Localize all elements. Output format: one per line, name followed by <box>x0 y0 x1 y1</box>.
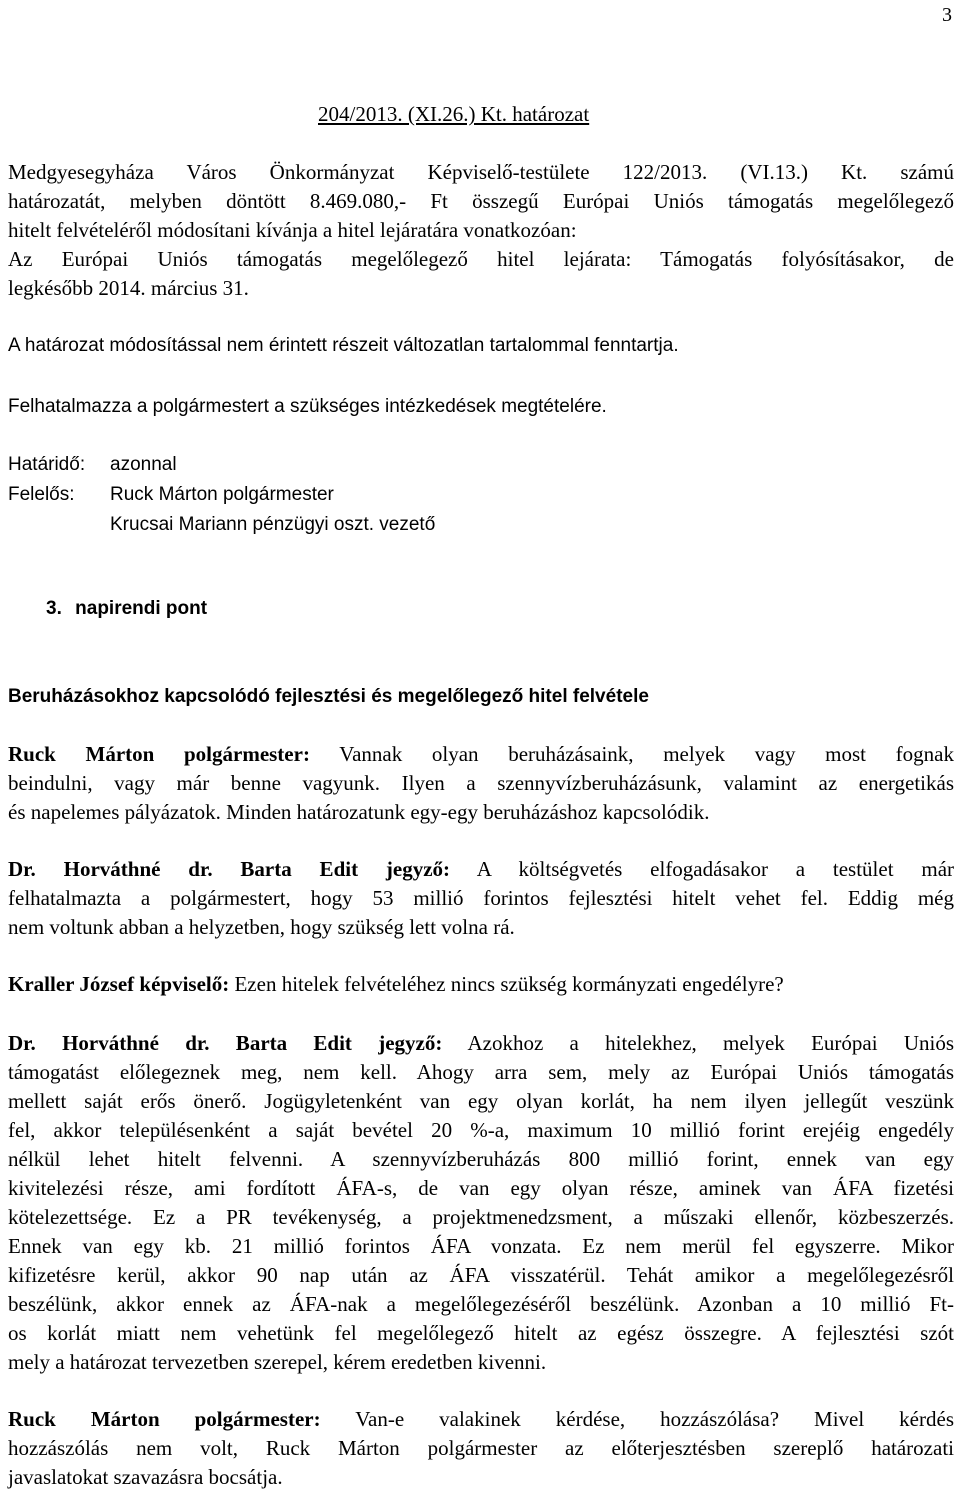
paragraph-mayor-2 <box>8 1405 954 1492</box>
deadline-value: azonnal <box>110 454 177 475</box>
speaker-name: Kraller József képviselő: <box>8 972 230 996</box>
responsible-2: Krucsai Mariann pénzügyi oszt. vezető <box>110 514 436 535</box>
speaker-name: Ruck Márton polgármester: <box>8 1407 321 1431</box>
speech-text: Azokhoz a hitelekhez, melyek Európai Uniós <box>467 1031 955 1055</box>
resolution-text <box>8 158 954 303</box>
speech-text: támogatást előlegeznek meg, nem kell. Ahogy arra sem, mely az Európai Uniós támogatás <box>8 1060 954 1084</box>
speech-text: mely a határozat tervezetben szerepel, kérem eredetben kivenni. <box>8 1350 547 1374</box>
resolution-line: Medgyesegyháza Város Önkormányzat Képviselő-testülete 122/2013. (VI.13.) Kt. számú <box>8 160 954 184</box>
speech-text: felhatalmazta a polgármestert, hogy 53 millió forintos fejlesztési hitelt vehet fel. Eddig még <box>8 886 954 910</box>
speech-text: beindulni, vagy már benne vagyunk. Ilyen a szennyvízberuházásunk, valamint az energetikás <box>8 771 954 795</box>
speech-text: Ezen hitelek felvételéhez nincs szükség kormányzati engedélyre? <box>234 972 784 996</box>
resolution-line: hitelt felvételéről módosítani kívánja a hitel lejáratára vonatkozóan: <box>8 218 577 242</box>
speech-text: fel, akkor településenként a saját bevétel 20 %-a, maximum 10 millió forint erejéig engedély <box>8 1118 954 1142</box>
agenda-heading <box>46 594 446 623</box>
deadline-responsible <box>8 450 954 540</box>
speech-text: kivitelezési része, ami fordított ÁFA-s, de van egy olyan része, aminek van ÁFA fizetési <box>8 1176 954 1200</box>
speech-text: nélkül lehet hitelt felvenni. A szennyvízberuházás 800 millió forint, ennek van egy <box>8 1147 954 1171</box>
deadline-row <box>8 450 954 480</box>
responsible-label: Felelős: <box>8 484 75 505</box>
paragraph-notary-1 <box>8 855 954 942</box>
speech-text: mellett saját erős önerő. Jogügyletenként van egy olyan korlát, ha nem ilyen jellegűt veszünk <box>8 1089 954 1113</box>
speech-text: A költségvetés elfogadásakor a testület már <box>476 857 955 881</box>
speech-text: javaslatokat szavazásra bocsátja. <box>8 1465 283 1489</box>
speech-text: és napelemes pályázatok. Minden határozatunk egy-egy beruházáshoz kapcsolódik. <box>8 800 710 824</box>
paragraph-councillor <box>8 970 954 999</box>
speech-text: Ennek van egy kb. 21 millió forintos ÁFA vonzata. Ez nem merül fel egyszerre. Mikor <box>8 1234 954 1258</box>
resolution-title: 204/2013. (XI.26.) Kt. határozat <box>318 102 590 126</box>
unchanged-clause: A határozat módosítással nem érintett részeit változatlan tartalommal fenntartja. <box>8 335 679 356</box>
speech-text: hozzászólás nem volt, Ruck Márton polgármester az előterjesztésben szereplő határozati <box>8 1436 954 1460</box>
speaker-name: Ruck Márton polgármester: <box>8 742 310 766</box>
responsible-1: Ruck Márton polgármester <box>110 484 334 505</box>
page-number: 3 <box>942 4 952 26</box>
paragraph-notary-2 <box>8 1029 954 1377</box>
section-title: Beruházásokhoz kapcsolódó fejlesztési és megelőlegező hitel felvétele <box>8 686 649 707</box>
authorize-clause: Felhatalmazza a polgármestert a szükséges intézkedések megtételére. <box>8 396 607 417</box>
speech-text: kötelezettsége. Ez a PR tevékenység, a projektmenedzsment, a műszaki ellenőr, közbeszerzés. <box>8 1205 954 1229</box>
resolution-line: Az Európai Uniós támogatás megelőlegező hitel lejárata: Támogatás folyósításakor, de <box>8 247 954 271</box>
speech-text: Vannak olyan beruházásaink, melyek vagy most fognak <box>339 742 954 766</box>
speaker-name: Dr. Horváthné dr. Barta Edit jegyző: <box>8 857 451 881</box>
agenda-number: 3. <box>46 598 62 619</box>
resolution-line: határozatát, melyben döntött 8.469.080,- Ft összegű Európai Uniós támogatás megelőlegező <box>8 189 954 213</box>
speech-text: kifizetésre kerül, akkor 90 nap után az ÁFA visszatérül. Tehát amikor a megelőlegezésről <box>8 1263 954 1287</box>
deadline-label: Határidő: <box>8 454 86 475</box>
speech-text: os korlát miatt nem vehetünk fel megelőlegező hitelt az egész összegre. A fejlesztési szót <box>8 1321 954 1345</box>
responsible-row <box>8 480 954 510</box>
agenda-label: napirendi pont <box>75 598 208 619</box>
speech-text: nem voltunk abban a helyzetben, hogy szükség lett volna rá. <box>8 915 515 939</box>
responsible-row <box>8 510 954 540</box>
resolution-line: legkésőbb 2014. március 31. <box>8 276 249 300</box>
speaker-name: Dr. Horváthné dr. Barta Edit jegyző: <box>8 1031 443 1055</box>
paragraph-mayor-1 <box>8 740 954 827</box>
speech-text: beszélünk, akkor ennek az ÁFA-nak a megelőlegezéséről beszélünk. Azonban a 10 millió Ft- <box>8 1292 954 1316</box>
speech-text: Van-e valakinek kérdése, hozzászólása? Mivel kérdés <box>355 1407 954 1431</box>
